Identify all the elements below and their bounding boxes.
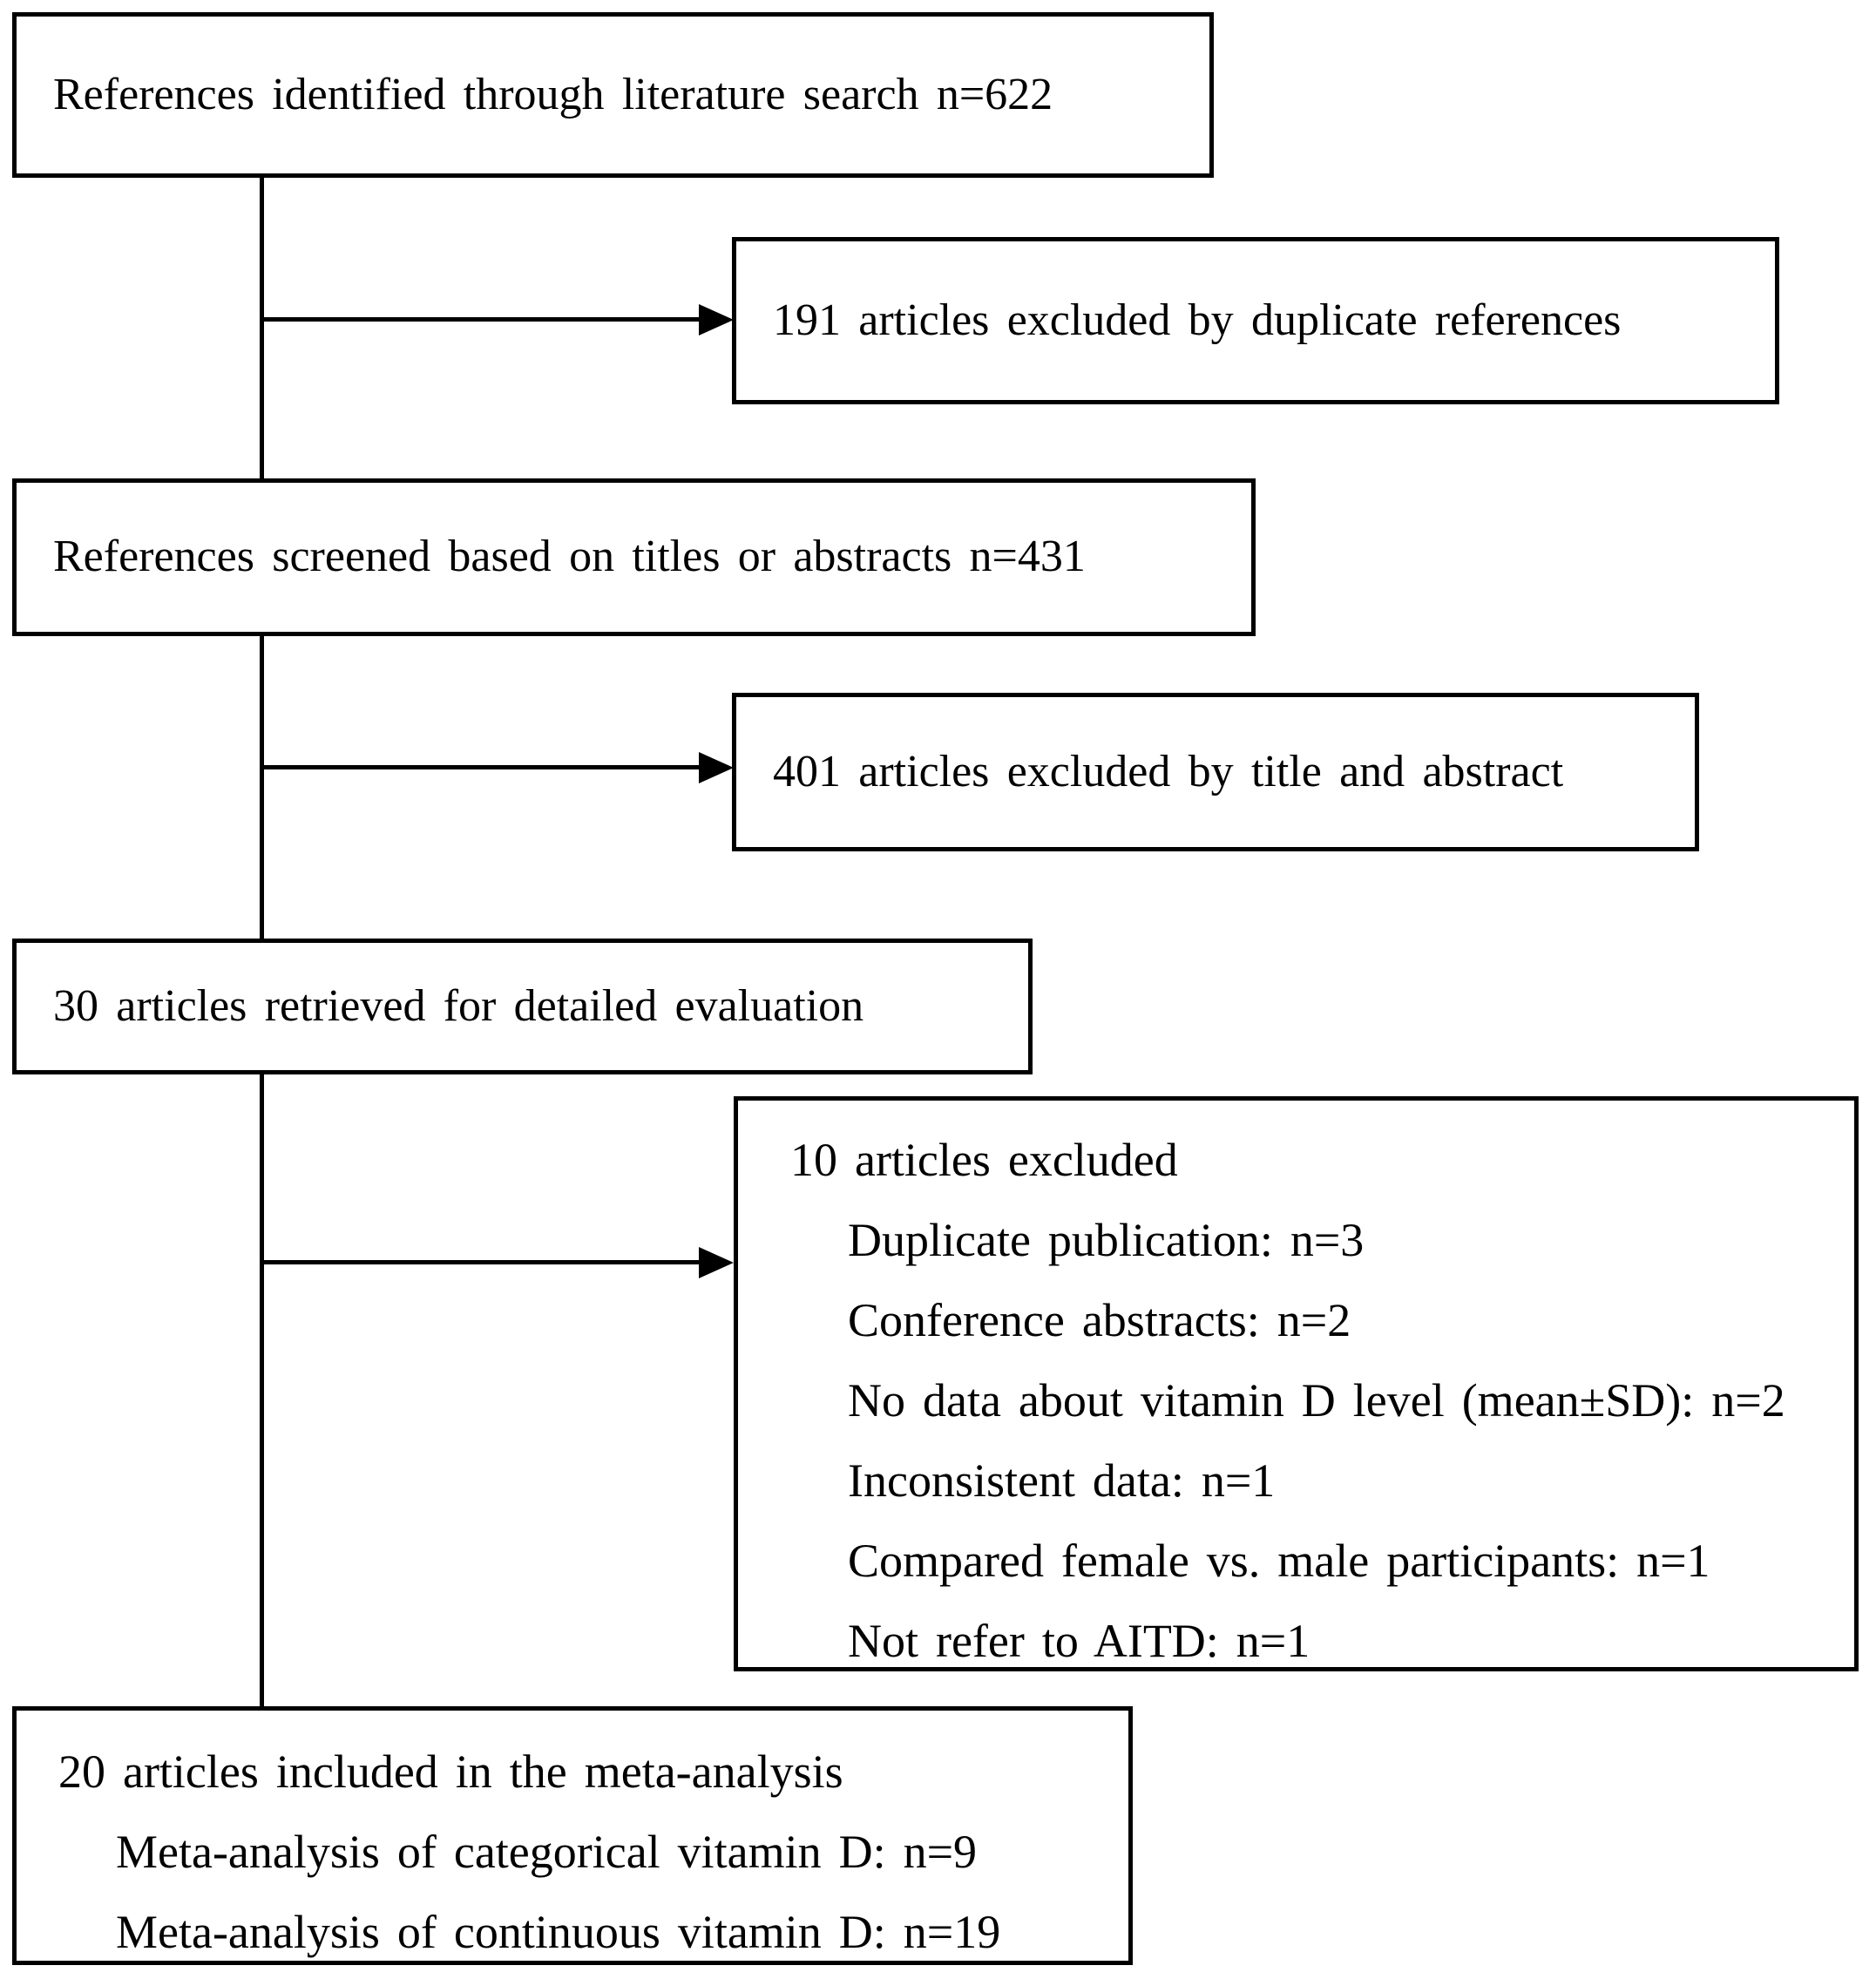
- included-detail: Meta-analysis of continuous vitamin D: n=19: [116, 1906, 1001, 1958]
- included-detail: Meta-analysis of categorical vitamin D: n=9: [116, 1826, 978, 1878]
- box-excluded-detailed-reasons: [790, 1200, 1837, 1681]
- box-references-identified-label: References identified through literature search n=622: [53, 69, 1053, 119]
- branch-line-detailed-exclusion: [260, 1260, 702, 1264]
- box-references-identified: [12, 12, 1214, 178]
- box-excluded-detailed: [734, 1096, 1859, 1671]
- box-references-screened-label: References screened based on titles or abstracts n=431: [53, 532, 1086, 582]
- arrowhead-detailed-exclusion-icon: [699, 1247, 734, 1278]
- arrowhead-duplicates-icon: [699, 304, 734, 335]
- exclusion-reason: Not refer to AITD: n=1: [848, 1615, 1310, 1667]
- exclusion-reason: Compared female vs. male participants: n=1: [848, 1535, 1710, 1587]
- exclusion-reason: Conference abstracts: n=2: [848, 1294, 1351, 1346]
- exclusion-reason: Inconsistent data: n=1: [848, 1454, 1276, 1507]
- box-articles-included-details: [58, 1812, 1111, 1972]
- connector-retrieved-to-included: [260, 1073, 264, 1708]
- box-articles-retrieved-label: 30 articles retrieved for detailed evaluation: [53, 980, 864, 1031]
- exclusion-reason: No data about vitamin D level (mean±SD): n=2: [848, 1374, 1785, 1427]
- box-articles-retrieved: [12, 939, 1033, 1074]
- connector-identified-to-screened: [260, 176, 264, 478]
- box-excluded-title-abstract-label: 401 articles excluded by title and abstract: [773, 746, 1564, 796]
- box-references-screened: [12, 478, 1256, 636]
- arrowhead-title-abstract-icon: [699, 752, 734, 783]
- box-excluded-detailed-title: 10 articles excluded: [790, 1134, 1178, 1186]
- connector-screened-to-retrieved: [260, 634, 264, 939]
- box-articles-included-title: 20 articles included in the meta-analysis: [58, 1745, 843, 1798]
- box-excluded-duplicates-label: 191 articles excluded by duplicate references: [773, 295, 1622, 345]
- box-excluded-title-abstract: [732, 693, 1699, 851]
- exclusion-reason: Duplicate publication: n=3: [848, 1214, 1365, 1266]
- box-articles-included: [12, 1706, 1133, 1965]
- branch-line-title-abstract: [260, 765, 702, 769]
- box-excluded-duplicates: [732, 237, 1779, 404]
- branch-line-duplicates: [260, 317, 702, 322]
